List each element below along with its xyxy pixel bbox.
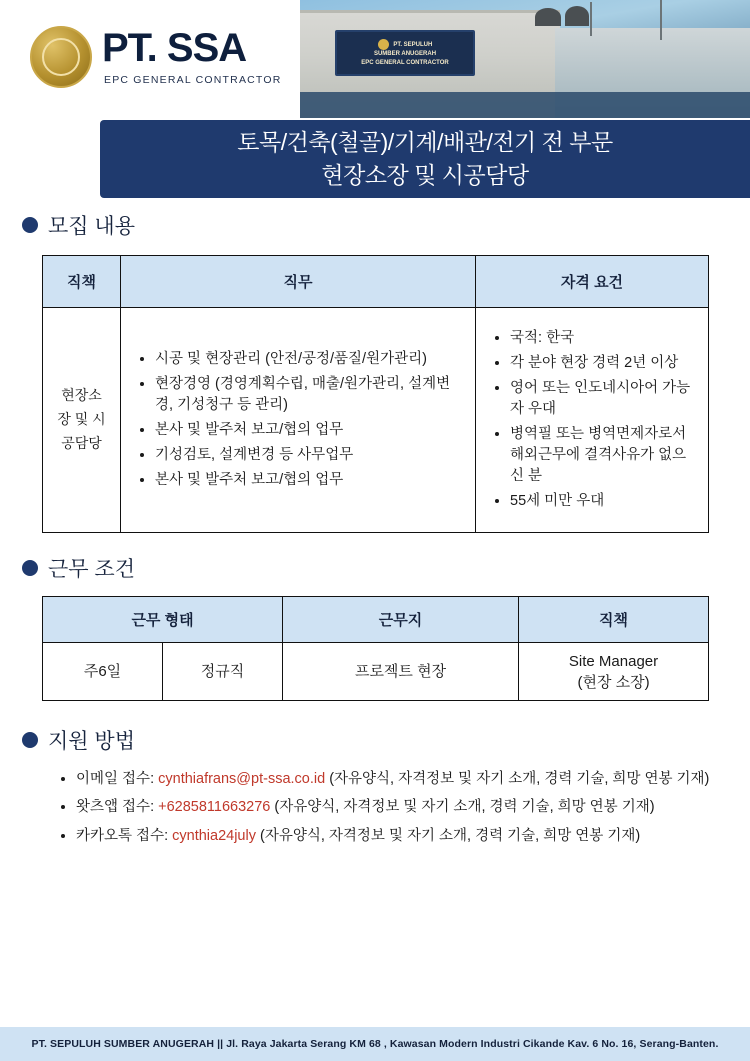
position-title-korean: (현장 소장)	[577, 673, 650, 691]
list-item: • 기성검토, 설계변경 등 사무업무	[155, 445, 463, 466]
company-logo	[30, 26, 282, 88]
apply-label-email: 이메일 접수:	[76, 771, 159, 787]
photo-tank-2	[565, 6, 589, 26]
recruit-table	[42, 255, 709, 533]
list-item: • 영어 또는 인도네시아어 가능자 우대	[510, 378, 696, 420]
footer-address: PT. SEPULUH SUMBER ANUGERAH || Jl. Raya Jakarta Serang KM 68 , Kawasan Modern Industri Cikande Kav. 6 No. 16, Serang-Banten.	[31, 1038, 719, 1050]
apply-note-kakaotalk: (자유양식, 자격정보 및 자기 소개, 경력 기술, 희망 연봉 기재)	[255, 827, 641, 844]
apply-contact-kakaotalk[interactable]: cynthia24july	[172, 827, 256, 844]
apply-contact-email[interactable]: cynthiafrans@pt-ssa.co.id	[158, 771, 326, 787]
photo-pole-1	[590, 2, 592, 36]
sign-line2: SUMBER ANUGERAH	[373, 51, 437, 58]
footer-band	[0, 1027, 750, 1061]
apply-methods-list	[52, 765, 709, 850]
apply-note-whatsapp: (자유양식, 자격정보 및 자기 소개, 경력 기술, 희망 연봉 기재)	[270, 799, 655, 816]
list-item	[76, 822, 709, 850]
list-item: • 병역필 또는 병역면제자로서 해외근무에 결격사유가 없으신 분	[510, 424, 696, 487]
cell-employment-type: 정규직	[163, 643, 283, 701]
table-header-row	[43, 597, 709, 643]
section-title-apply: 지원 방법	[48, 730, 135, 753]
list-item: • 55세 미만 우대	[510, 491, 696, 512]
cell-work-position	[519, 643, 709, 701]
section-heading-work	[22, 553, 135, 583]
cell-requirements	[476, 308, 709, 533]
logo-title: PT. SSA	[102, 26, 247, 70]
table-row	[43, 308, 709, 533]
list-item: • 시공 및 현장관리 (안전/공정/품질/원가관리)	[155, 349, 463, 370]
factory-photo	[300, 0, 750, 118]
duties-list	[129, 349, 463, 491]
section-heading-recruit	[22, 210, 135, 240]
apply-note-email: (자유양식, 자격정보 및 자기 소개, 경력 기술, 희망 연봉 기재)	[325, 771, 710, 787]
cell-work-location: 프로젝트 현장	[283, 643, 519, 701]
col-header-position: 직책	[43, 256, 121, 308]
requirements-list	[484, 328, 696, 512]
section-title-work: 근무 조건	[48, 558, 135, 581]
work-conditions-table	[42, 596, 709, 701]
ptssa-seal-icon	[30, 26, 92, 88]
sign-line3: EPC GENERAL CONTRACTOR	[361, 60, 449, 67]
bullet-dot-icon	[22, 560, 38, 576]
list-item: • 국적: 한국	[510, 328, 696, 349]
col-header-duties: 직무	[121, 256, 476, 308]
photo-foreground-strip	[300, 92, 750, 118]
col-header-work-location: 근무지	[283, 597, 519, 643]
sign-seal-icon	[378, 39, 389, 50]
position-title: Site Manager	[568, 652, 659, 670]
logo-text-block	[102, 28, 282, 86]
banner-line-2: 현장소장 및 시공담당	[321, 162, 529, 188]
section-heading-apply	[22, 725, 135, 755]
list-item: • 본사 및 발주처 보고/협의 업무	[155, 470, 463, 491]
title-banner	[100, 120, 750, 198]
list-item: • 현장경영 (경영계획수립, 매출/원가관리, 설계변경, 기성청구 등 관리)	[155, 374, 463, 416]
sign-line1: PT. SEPULUH	[393, 42, 433, 49]
apply-label-kakaotalk: 카카오톡 접수:	[76, 827, 173, 844]
cell-duties	[121, 308, 476, 533]
list-item: • 본사 및 발주처 보고/협의 업무	[155, 420, 463, 441]
table-header-row	[43, 256, 709, 308]
bullet-dot-icon	[22, 217, 38, 233]
col-header-requirements: 자격 요건	[476, 256, 709, 308]
photo-tank-1	[535, 8, 561, 26]
apply-label-whatsapp: 왓츠앱 접수:	[76, 799, 159, 816]
section-title-recruit: 모집 내용	[48, 215, 135, 238]
photo-company-sign	[335, 30, 475, 76]
photo-pole-2	[660, 0, 662, 40]
col-header-work-type: 근무 형태	[43, 597, 283, 643]
list-item	[76, 793, 709, 821]
banner-line-1: 토목/건축(철골)/기계/배관/전기 전 부문	[237, 128, 613, 155]
list-item: • 각 분야 현장 경력 2년 이상	[510, 353, 696, 374]
col-header-work-position: 직책	[519, 597, 709, 643]
list-item	[76, 765, 709, 793]
logo-subtitle: EPC GENERAL CONTRACTOR	[104, 74, 282, 86]
cell-work-days: 주6일	[43, 643, 163, 701]
apply-contact-whatsapp[interactable]: +6285811663276	[158, 799, 271, 816]
bullet-dot-icon	[22, 732, 38, 748]
table-row	[43, 643, 709, 701]
cell-position: 현장소 장 및 시 공담당	[43, 308, 121, 533]
